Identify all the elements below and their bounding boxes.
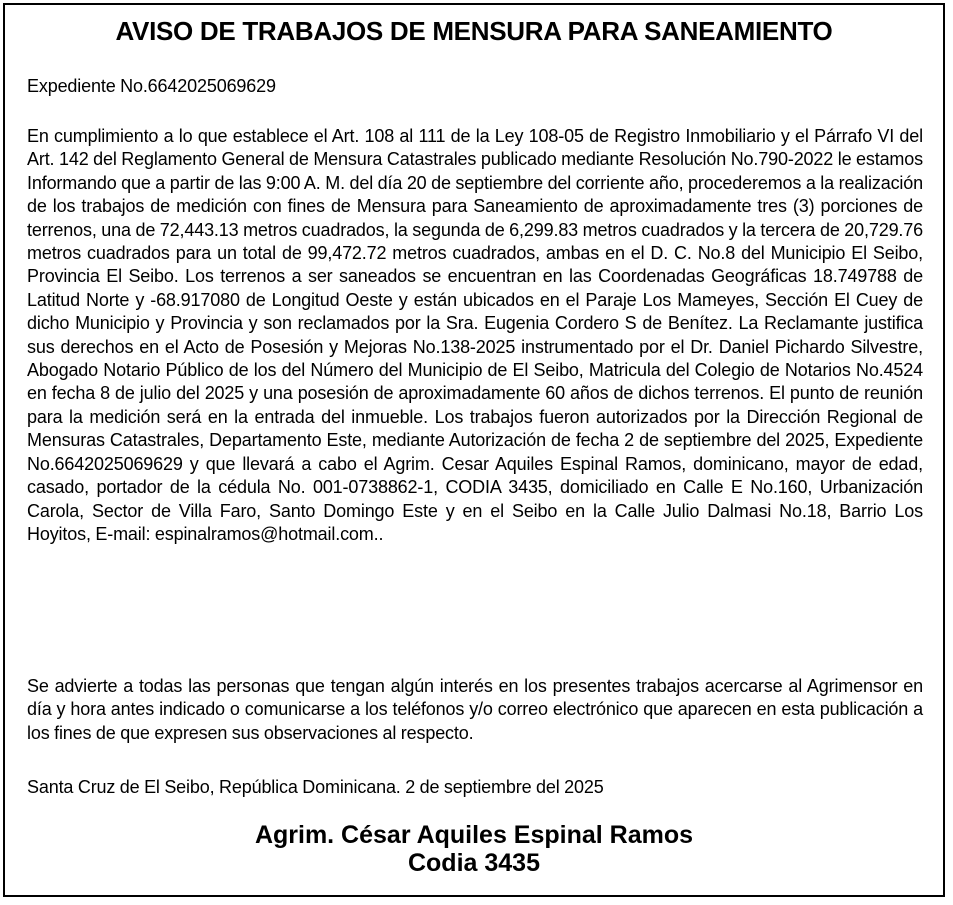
notice-frame <box>3 3 945 897</box>
signature-block <box>5 821 943 877</box>
signature-name: Agrim. César Aquiles Espinal Ramos <box>254 821 694 849</box>
expediente-number: Expediente No.6642025069629 <box>27 76 276 96</box>
advisory-paragraph: Se advierte a todas las personas que tengan algún interés en los presentes trabajos acercarse al Agrimensor en día y hora antes indicado o comunicarse a los teléfonos y/o correo electrónico que aparecen en esta publicación a los fines de que expresen sus observaciones al respecto. <box>27 676 923 743</box>
signature-codia: Codia 3435 <box>407 849 540 877</box>
notice-title: AVISO DE TRABAJOS DE MENSURA PARA SANEAMIENTO <box>115 16 833 46</box>
place-date: Santa Cruz de El Seibo, República Dominicana. 2 de septiembre del 2025 <box>27 777 604 797</box>
body-paragraph: En cumplimiento a lo que establece el Art. 108 al 111 de la Ley 108-05 de Registro Inmobiliario y el Párrafo VI del Art. 142 del Reglamento General de Mensura Catastrales publicado mediante Resolución No.790-2022 le estamos Informando que a partir de las 9:00 A. M. del día 20 de septiembre del corriente año, procederemos a la realización de los trabajos de medición con fines de Mensura para Saneamiento de aproximadamente tres (3) porciones de terrenos, una de 72,443.13 metros cuadrados, la segunda de 6,299.83 metros cuadrados y la tercera de 20,729.76 metros cuadrados para un total de 99,472.72 metros cuadrados, ambas en el D. C. No.8 del Municipio El Seibo, Provincia El Seibo. Los terrenos a ser saneados se encuentran en las Coordenadas Geográficas 18.749788 de Latitud Norte y -68.917080 de Longitud Oeste y están ubicados en el Paraje Los Mameyes, Sección El Cuey de dicho Municipio y Provincia y son reclamados por la Sra. Eugenia Cordero S de Benítez. La Reclamante justifica sus derechos en el Acto de Posesión y Mejoras No.138-2025 instrumentado por el Dr. Daniel Pichardo Silvestre, Abogado Notario Público de los del Número del Municipio de El Seibo, Matricula del Colegio de Notarios No.4524 en fecha 8 de julio del 2025 y una posesión de aproximadamente 60 años de dichos terrenos. El punto de reunión para la medición será en la entrada del inmueble. Los trabajos fueron autorizados por la Dirección Regional de Mensuras Catastrales, Departamento Este, mediante Autorización de fecha 2 de septiembre del 2025, Expediente No.6642025069629 y que llevará a cabo el Agrim. Cesar Aquiles Espinal Ramos, dominicano, mayor de edad, casado, portador de la cédula No. 001-0738862-1, CODIA 3435, domiciliado en Calle E No.160, Urbanización Carola, Sector de Villa Faro, Santo Domingo Este y en el Seibo en la Calle Julio Dalmasi No.18, Barrio Los Hoyitos, E-mail: espinalramos@hotmail.com.. <box>27 126 923 544</box>
